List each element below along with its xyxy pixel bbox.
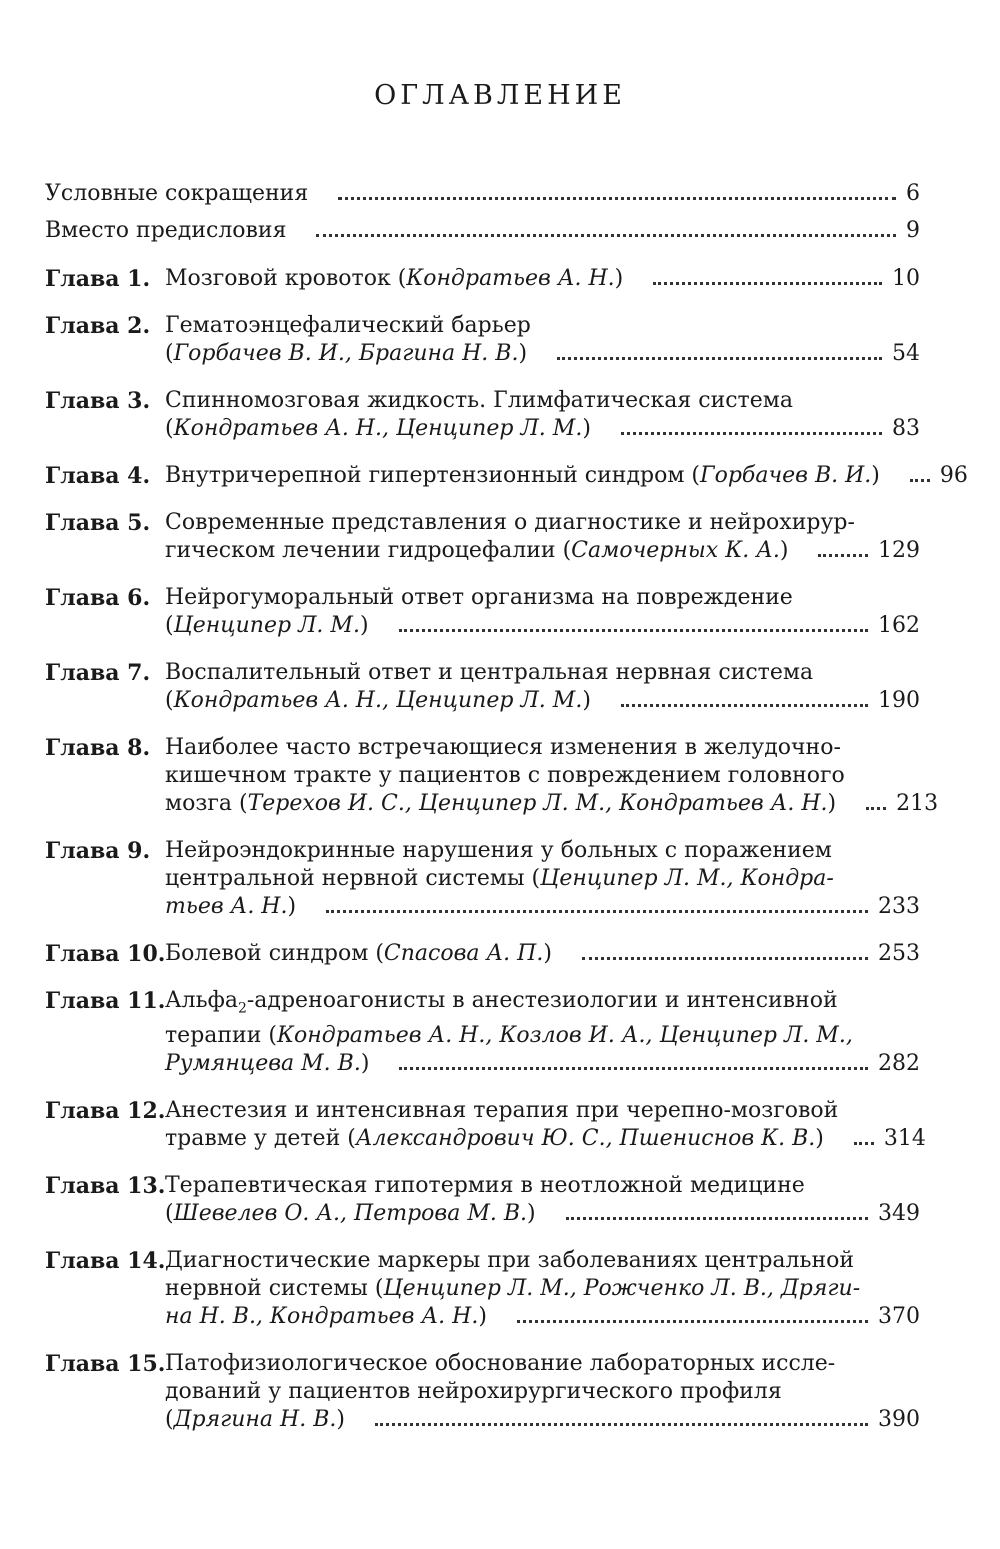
toc-chapter-5[interactable] <box>45 509 920 565</box>
chapter-title-line: Диагностические маркеры при заболеваниях центральной <box>165 1248 855 1274</box>
chapter-label: Глава 5. <box>45 510 151 536</box>
chapter-title-line: Внутричерепной гипертензионный синдром (Горбачев В. И.) <box>165 463 880 488</box>
chapter-title-line: Наиболее часто встречающиеся изменения в желудочно- <box>165 735 841 760</box>
leader-dots <box>316 234 896 237</box>
toc-chapter-7[interactable] <box>45 659 920 715</box>
toc-chapter-10[interactable] <box>45 940 920 968</box>
chapter-authors: Кондратьев А. Н., Козлов И. А., Ценципер Л. М., <box>276 1023 853 1049</box>
chapter-title-line: дований у пациентов нейрохирургического профиля <box>165 1379 782 1405</box>
chapter-title-line: Терапевтическая гипотермия в неотложной медицине <box>165 1173 805 1199</box>
page-number: 96 <box>939 463 968 488</box>
page-number: 129 <box>878 538 920 563</box>
leader-dots <box>621 432 882 435</box>
leader-dots <box>582 957 868 960</box>
toc-chapter-14[interactable] <box>45 1247 920 1331</box>
toc-chapter-6[interactable] <box>45 584 920 640</box>
page-number: 162 <box>878 613 920 638</box>
chapter-label: Глава 2. <box>45 313 151 339</box>
page-number: 233 <box>878 894 920 919</box>
page-number: 390 <box>878 1407 920 1433</box>
chapter-authors: Румянцева М. В. <box>165 1051 361 1077</box>
page-number: 190 <box>878 688 920 713</box>
chapter-authors: Самочерных К. А. <box>571 538 780 563</box>
chapter-label: Глава 6. <box>45 585 151 611</box>
chapter-label: Глава 12. <box>45 1098 166 1125</box>
chapter-authors: Шевелев О. А., Петрова М. В. <box>173 1201 528 1227</box>
chapter-title-line: Румянцева М. В.) <box>165 1051 370 1077</box>
page-number: 213 <box>896 791 939 816</box>
table-of-contents <box>45 175 968 1453</box>
toc-chapter-15[interactable] <box>45 1350 920 1434</box>
chapter-authors: тьев А. Н. <box>165 894 288 919</box>
page-number: 9 <box>906 218 920 243</box>
chapter-title-line: (Дрягина Н. В.) <box>165 1407 345 1433</box>
leader-dots <box>399 629 868 632</box>
chapter-title-line: мозга (Терехов И. С., Ценципер Л. М., Кондратьев А. Н.) <box>165 791 837 816</box>
chapter-title-line: Гематоэнцефалический барьер <box>165 313 531 338</box>
page-number: 83 <box>892 416 920 441</box>
page-number: 370 <box>878 1304 920 1330</box>
chapter-authors: Кондратьев А. Н. <box>406 266 615 291</box>
entry-label: Вместо предисловия <box>45 218 287 243</box>
chapter-label: Глава 8. <box>45 735 151 761</box>
chapter-label: Глава 11. <box>45 988 166 1014</box>
leader-dots <box>517 1320 868 1323</box>
page-number: 6 <box>906 181 920 206</box>
toc-entry-abbreviations[interactable] <box>45 175 920 212</box>
chapter-authors: на Н. В., Кондратьев А. Н. <box>165 1304 479 1330</box>
chapter-label: Глава 3. <box>45 388 151 414</box>
chapter-title-line: Болевой синдром (Спасова А. П.) <box>165 941 552 966</box>
chapter-label: Глава 15. <box>45 1351 166 1378</box>
chapter-title-line: терапии (Кондратьев А. Н., Козлов И. А., Ценципер Л. М., <box>165 1023 853 1049</box>
chapter-title-line: Современные представления о диагностике и нейрохирур- <box>165 510 855 535</box>
chapter-title-line: (Ценципер Л. М.) <box>165 613 369 638</box>
leader-dots <box>557 357 882 360</box>
chapter-authors: Спасова А. П. <box>383 941 544 966</box>
toc-chapter-4[interactable] <box>45 462 968 490</box>
leader-dots <box>326 910 868 913</box>
toc-chapter-11[interactable] <box>45 987 920 1078</box>
chapter-label: Глава 4. <box>45 463 151 489</box>
page-number: 54 <box>892 341 920 366</box>
page-number: 10 <box>892 266 920 291</box>
chapter-title-line: Нейрогуморальный ответ организма на повреждение <box>165 585 793 610</box>
leader-dots <box>653 282 882 285</box>
leader-dots <box>818 554 868 557</box>
chapter-authors: Терехов И. С., Ценципер Л. М., Кондратьев А. Н. <box>247 791 828 816</box>
chapter-label: Глава 1. <box>45 266 151 292</box>
page-number: 314 <box>883 1126 926 1152</box>
leader-dots <box>566 1217 868 1220</box>
leader-dots <box>621 704 868 707</box>
entry-label: Условные сокращения <box>45 181 309 206</box>
toc-chapter-8[interactable] <box>45 734 939 818</box>
page-title: ОГЛАВЛЕНИЕ <box>374 80 626 111</box>
chapter-authors: Горбачев В. И., Брагина Н. В. <box>173 341 519 366</box>
toc-chapter-1[interactable] <box>45 265 920 293</box>
chapter-title-line: (Кондратьев А. Н., Ценципер Л. М.) <box>165 416 591 441</box>
leader-dots <box>866 807 886 810</box>
chapter-title-line: на Н. В., Кондратьев А. Н.) <box>165 1304 487 1330</box>
leader-dots <box>338 197 896 200</box>
chapter-title-line: (Кондратьев А. Н., Ценципер Л. М.) <box>165 688 591 713</box>
chapter-authors: Александрович Ю. С., Пшениснов К. В. <box>355 1126 816 1152</box>
chapter-list <box>45 265 968 1434</box>
chapter-title-line: тьев А. Н.) <box>165 894 297 919</box>
chapter-title-line: Воспалительный ответ и центральная нервная система <box>165 660 814 685</box>
toc-chapter-3[interactable] <box>45 387 920 443</box>
chapter-title-line: Патофизиологическое обоснование лабораторных иссле- <box>165 1351 836 1377</box>
chapter-authors: Ценципер Л. М., Рожченко Л. В., Дряги- <box>383 1276 861 1302</box>
toc-chapter-2[interactable] <box>45 312 920 368</box>
toc-entry-preface[interactable] <box>45 212 920 249</box>
chapter-title-line: Анестезия и интенсивная терапия при черепно-мозговой <box>165 1098 839 1124</box>
toc-chapter-12[interactable] <box>45 1097 926 1153</box>
leader-dots <box>399 1067 868 1070</box>
chapter-title-line: Спинномозговая жидкость. Глимфатическая система <box>165 388 793 413</box>
subscript: 2 <box>237 1000 247 1017</box>
chapter-title-line: Нейроэндокринные нарушения у больных с поражением <box>165 838 832 863</box>
toc-chapter-13[interactable] <box>45 1172 920 1228</box>
chapter-title-line: центральной нервной системы (Ценципер Л. М., Кондра- <box>165 866 834 891</box>
chapter-label: Глава 13. <box>45 1173 166 1200</box>
leader-dots <box>854 1142 874 1145</box>
chapter-title-line: (Горбачев В. И., Брагина Н. В.) <box>165 341 528 366</box>
chapter-title-line: кишечном тракте у пациентов с повреждением головного <box>165 763 845 788</box>
toc-chapter-9[interactable] <box>45 837 920 921</box>
chapter-authors: Дрягина Н. В. <box>173 1407 337 1433</box>
chapter-title-line: гическом лечении гидроцефалии (Самочерных К. А.) <box>165 538 789 563</box>
chapter-title-line: Мозговой кровоток (Кондратьев А. Н.) <box>165 266 624 291</box>
chapter-title-line: травме у детей (Александрович Ю. С., Пшениснов К. В.) <box>165 1126 824 1152</box>
chapter-authors: Горбачев В. И. <box>700 463 872 488</box>
chapter-label: Глава 14. <box>45 1248 166 1275</box>
chapter-authors: Кондратьев А. Н., Ценципер Л. М. <box>173 416 583 441</box>
chapter-label: Глава 9. <box>45 838 151 864</box>
page-number: 349 <box>878 1201 920 1227</box>
page-number: 282 <box>878 1051 920 1077</box>
page-number: 253 <box>878 941 920 966</box>
chapter-authors: Ценципер Л. М., Кондра- <box>540 866 834 891</box>
leader-dots <box>910 479 930 482</box>
chapter-title-line: Альфа$_2$-адреноагонисты в анестезиологии и интенсивной <box>165 988 838 1017</box>
chapter-label: Глава 7. <box>45 660 151 686</box>
chapter-label: Глава 10. <box>45 941 166 967</box>
chapter-title-line: (Шевелев О. А., Петрова М. В.) <box>165 1201 536 1227</box>
leader-dots <box>375 1423 868 1426</box>
chapter-title-line: нервной системы (Ценципер Л. М., Рожченко Л. В., Дряги- <box>165 1276 861 1302</box>
chapter-authors: Ценципер Л. М. <box>173 613 360 638</box>
chapter-authors: Кондратьев А. Н., Ценципер Л. М. <box>173 688 583 713</box>
